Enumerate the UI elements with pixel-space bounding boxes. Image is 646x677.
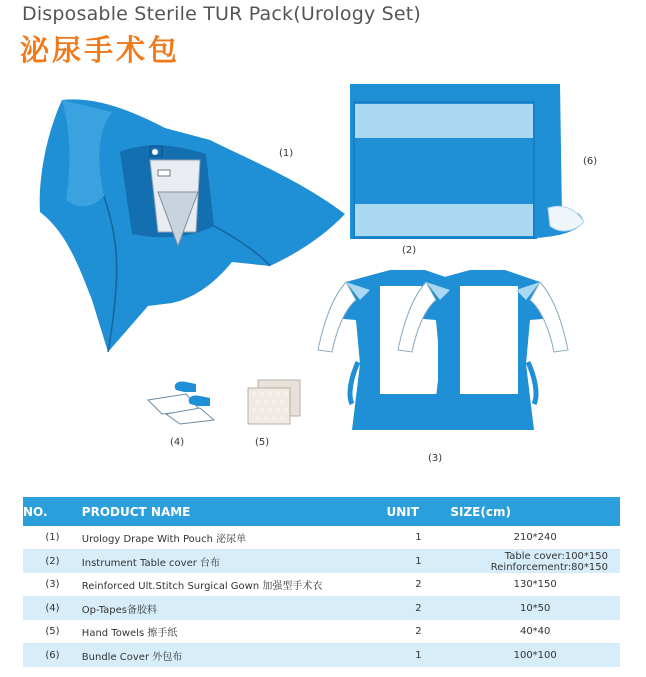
row-product-name: Reinforced Ult.Stitch Surgical Gown 加强型手术衣: [82, 573, 387, 597]
urology-drape-illustration: [40, 99, 345, 352]
row-size: 210*240: [450, 526, 620, 550]
row-unit: 2: [386, 597, 450, 621]
figure-label-3: (3): [428, 453, 443, 464]
row-no: (2): [23, 550, 82, 574]
row-size: 10*50: [450, 597, 620, 621]
row-size: 130*150: [450, 573, 620, 597]
figure-label-6: (6): [583, 156, 598, 167]
row-size: 100*100: [450, 644, 620, 668]
row-size: [450, 550, 620, 574]
page-title-chinese: 泌尿手术包: [20, 33, 181, 67]
table-row: [23, 526, 620, 550]
table-row: [23, 644, 620, 668]
op-tapes-illustration: [148, 381, 214, 424]
table-row: [23, 573, 620, 597]
surgical-gown-illustration: [318, 270, 568, 430]
table-header-row: [23, 497, 620, 526]
header-unit: UNIT: [386, 497, 450, 526]
row-size-line-1: Table cover:100*150: [504, 550, 608, 562]
row-product-name: Hand Towels 擦手纸: [82, 620, 387, 644]
row-unit: 1: [386, 644, 450, 668]
table-row: [23, 597, 620, 621]
table-row: [23, 620, 620, 644]
row-size: 40*40: [450, 620, 620, 644]
header-product-name: PRODUCT NAME: [82, 497, 387, 526]
row-unit: 2: [386, 620, 450, 644]
table-row: [23, 550, 620, 574]
header-no: NO.: [23, 497, 82, 526]
hand-towels-illustration: [248, 380, 300, 424]
row-unit: 2: [386, 573, 450, 597]
page-title-english: Disposable Sterile TUR Pack(Urology Set): [22, 3, 422, 25]
row-product-name: Urology Drape With Pouch 泌尿单: [82, 526, 387, 550]
figure-label-1: (1): [279, 148, 294, 159]
row-product-name: Bundle Cover 外包布: [82, 644, 387, 668]
row-no: (5): [23, 620, 82, 644]
figure-label-2: (2): [402, 245, 417, 256]
row-no: (3): [23, 573, 82, 597]
table-cover-illustration: [350, 84, 584, 239]
product-spec-table: [23, 497, 620, 667]
row-product-name: Op-Tapes备胶料: [82, 597, 387, 621]
row-no: (4): [23, 597, 82, 621]
row-no: (6): [23, 644, 82, 668]
row-product-name: Instrument Table cover 台布: [82, 550, 387, 574]
row-size-line-2: Reinforcementr:80*150: [490, 561, 608, 573]
row-unit: 1: [386, 550, 450, 574]
figure-label-5: (5): [255, 437, 270, 448]
row-no: (1): [23, 526, 82, 550]
header-size: SIZE(cm): [450, 497, 620, 526]
row-unit: 1: [386, 526, 450, 550]
figure-label-4: (4): [170, 437, 185, 448]
